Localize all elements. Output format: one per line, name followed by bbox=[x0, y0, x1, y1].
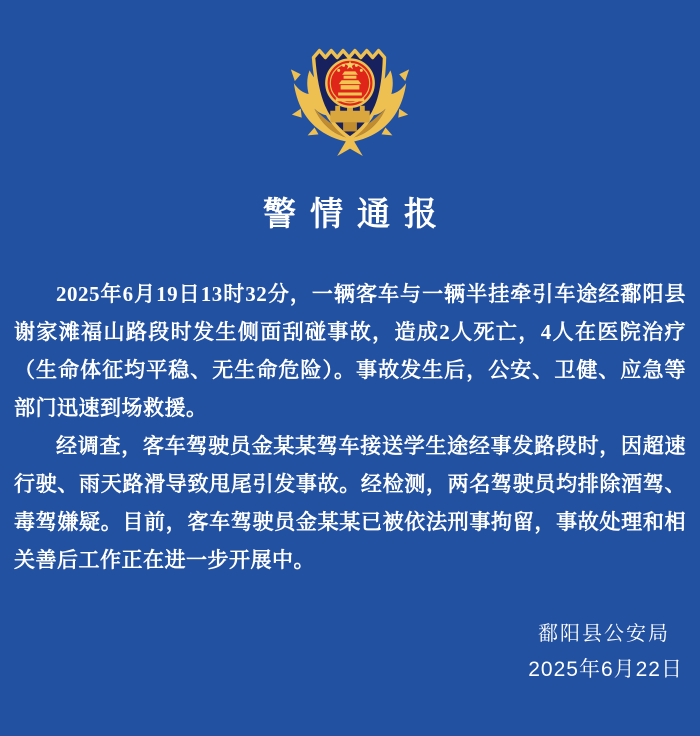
police-emblem-icon bbox=[281, 26, 419, 160]
notice-paragraph-1: 2025年6月19日13时32分，一辆客车与一辆半挂牵引车途经鄱阳县谢家滩福山路段时发生侧面刮碰事故，造成2人死亡，4人在医院治疗（生命体征均平稳、无生命危险）。事故发生后，公安、卫健、应急等部门迅速到场救援。 bbox=[14, 282, 686, 420]
notice-body bbox=[0, 275, 700, 579]
police-emblem bbox=[0, 0, 700, 165]
notice-paragraph-2: 经调查，客车驾驶员金某某驾车接送学生途经事发路段时，因超速行驶、雨天路滑导致甩尾引发事故。经检测，两名驾驶员均排除酒驾、毒驾嫌疑。目前，客车驾驶员金某某已被依法刑事拘留，事故处理和相关善后工作正在进一步开展中。 bbox=[14, 434, 686, 572]
signature-agency: 鄱阳县公安局 bbox=[538, 623, 670, 645]
notice-title: 警情通报 bbox=[263, 197, 451, 233]
signature-date: 2025年6月22日 bbox=[528, 658, 683, 681]
signature-block bbox=[0, 617, 700, 687]
